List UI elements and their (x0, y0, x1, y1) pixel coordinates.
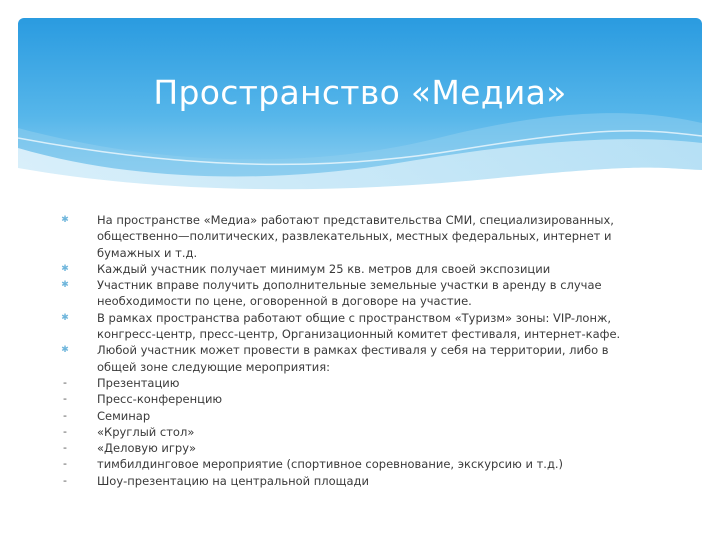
list-item-text: Участник вправе получить дополнительные земельные участки в аренду в случае необходимости по цене, оговоренной в договоре на участие. (97, 278, 602, 309)
dash-icon: - (63, 457, 67, 471)
asterisk-bullet-icon: ✱ (61, 312, 69, 323)
dash-list-item (60, 473, 640, 489)
list-item-text: Любой участник может провести в рамках фестиваля у себя на территории, либо в общей зоне следующие мероприятия: (97, 343, 609, 374)
list-item-text: тимбилдинговое мероприятие (спортивное соревнование, экскурсию и т.д.) (97, 457, 564, 472)
bullet-list-item (60, 342, 640, 375)
bullet-list-item (60, 310, 640, 343)
asterisk-bullet-icon: ✱ (61, 215, 69, 225)
list-item-text: «Круглый стол» (97, 424, 195, 439)
dash-list-item (60, 440, 640, 456)
dash-icon: - (63, 424, 67, 438)
list-item-text: Шоу-презентацию на центральной площади (97, 473, 369, 488)
bullet-list-item (60, 277, 640, 310)
dash-icon: - (63, 392, 67, 406)
asterisk-bullet-icon: ✱ (61, 280, 69, 291)
list-item-text: Презентацию (97, 375, 180, 390)
dash-icon: - (63, 375, 67, 389)
page-title: Пространство «Медиа» (153, 73, 567, 112)
dash-list-item (60, 375, 640, 391)
dash-icon: - (63, 408, 67, 422)
dash-icon: - (63, 441, 67, 455)
dash-list-item (60, 408, 640, 424)
dash-list-item (60, 456, 640, 472)
asterisk-bullet-icon: ✱ (61, 263, 69, 274)
list-item-text: Пресс-конференцию (97, 392, 223, 407)
bullet-list-item (60, 212, 640, 261)
list-item-text: «Деловую игру» (97, 441, 197, 456)
bullet-list-item (60, 261, 640, 277)
asterisk-bullet-icon: ✱ (61, 345, 69, 356)
title-banner (18, 18, 702, 196)
list-item-text: В рамках пространства работают общие с пространством «Туризм» зоны: VIP-лонж, конгресс-центр, пресс-центр, Организационный комитет фестиваля, интернет-кафе. (97, 310, 621, 342)
dash-icon: - (63, 473, 67, 487)
list-item-text: Семинар (97, 408, 151, 423)
dash-list-item (60, 424, 640, 440)
list-item-text: На пространстве «Медиа» работают представительства СМИ, специализированных, общественно—политических, развлекательных, местных федеральных, интернет и бумажных и т.д. (97, 213, 614, 260)
content-list (60, 212, 640, 489)
dash-list-item (60, 391, 640, 407)
list-item-text: Каждый участник получает минимум 25 кв. метров для своей экспозиции (97, 261, 551, 276)
